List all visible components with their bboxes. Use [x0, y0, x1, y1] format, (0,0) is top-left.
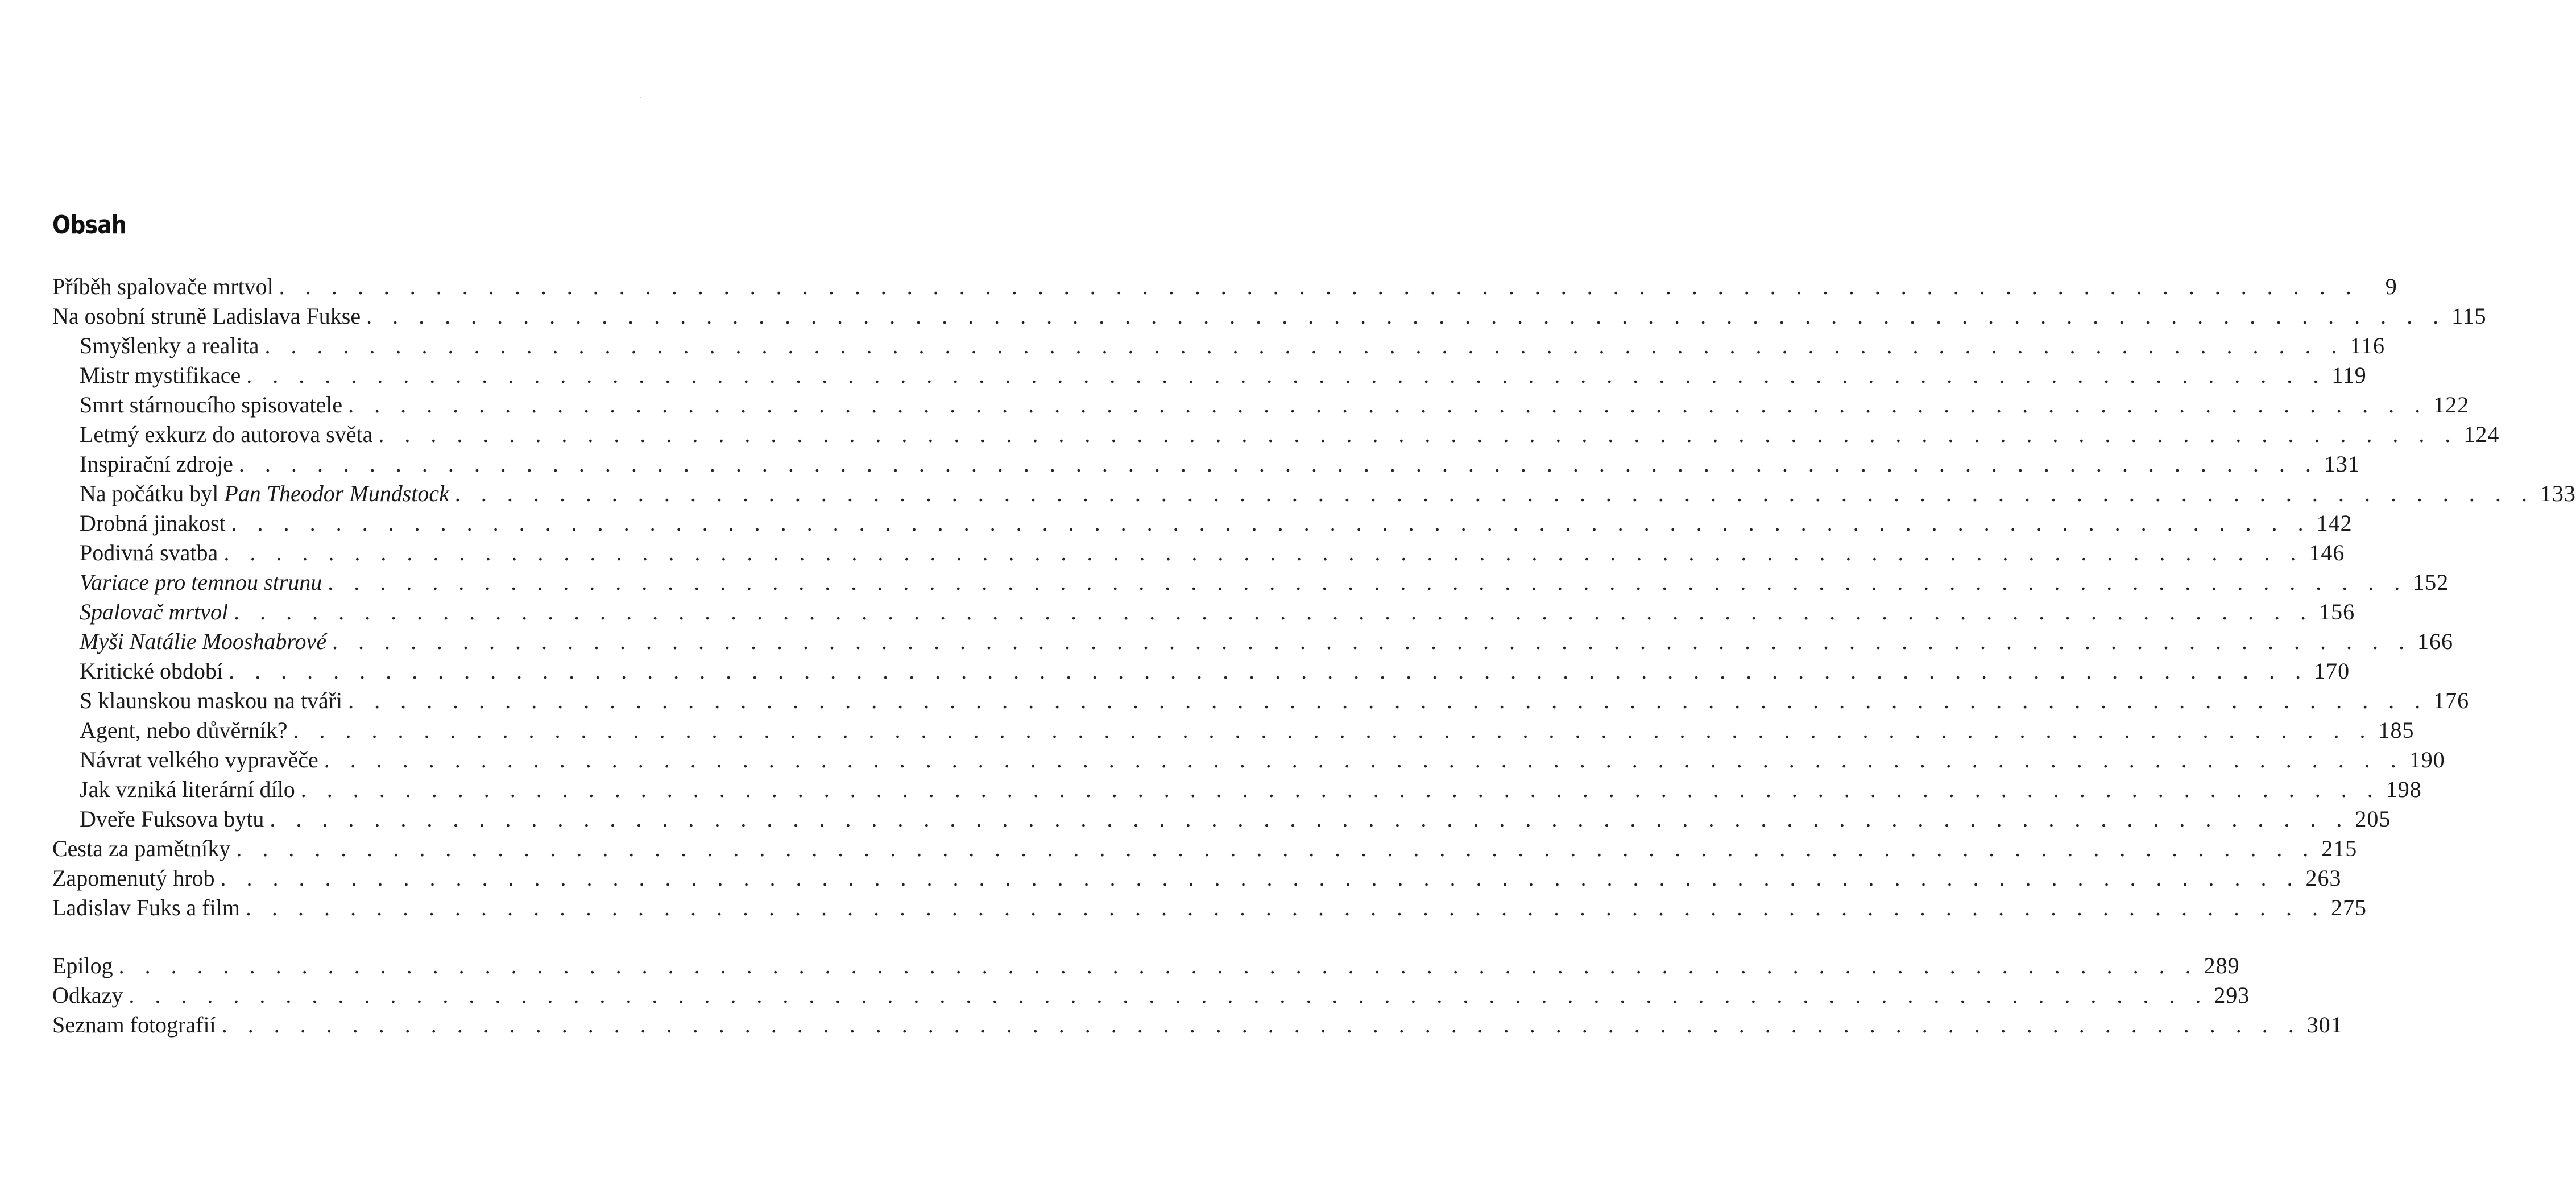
dot-leader: . . . . . . . . . . . . . . . . . . . . . . . . . . . . . . . . . . . . . . . . . . . . . . . . . . . . . . . . . . . . . . . . . . . . . . . . . . . . . . . . — [328, 569, 2408, 595]
toc-entry-title — [52, 951, 119, 981]
dot-leader: . . . . . . . . . . . . . . . . . . . . . . . . . . . . . . . . . . . . . . . . . . . . . . . . . . . . . . . . . . . . . . . . . . . . . . . . . . . . . . . . — [270, 806, 2350, 832]
toc-subentry — [52, 509, 2353, 538]
toc-entry — [52, 272, 2397, 301]
dot-leader: . . . . . . . . . . . . . . . . . . . . . . . . . . . . . . . . . . . . . . . . . . . . . . . . . . . . . . . . . . . . . . . . . . . . . . . . . . . . . . . . — [221, 1012, 2301, 1038]
toc-entry — [52, 981, 2250, 1010]
dot-leader: . . . . . . . . . . . . . . . . . . . . . . . . . . . . . . . . . . . . . . . . . . . . . . . . . . . . . . . . . . . . . . . . . . . . . . . . . . . . . . . . — [118, 953, 2198, 978]
dot-leader: . . . . . . . . . . . . . . . . . . . . . . . . . . . . . . . . . . . . . . . . . . . . . . . . . . . . . . . . . . . . . . . . . . . . . . . . . . . . . . . . — [324, 747, 2404, 772]
toc-page-number: 124 — [2463, 422, 2500, 447]
toc-page-number: 185 — [2378, 717, 2415, 743]
toc-entry-title — [80, 716, 293, 745]
toc-entry-title-text: Jak vzniká literární dílo — [80, 776, 295, 802]
toc-entry-title-text: Seznam fotografií — [52, 1012, 216, 1038]
dot-leader: . . . . . . . . . . . . . . . . . . . . . . . . . . . . . . . . . . . . . . . . . . . . . . . . . . . . . . . . . . . . . . . . . . . . . . . . . . . . . . . . — [300, 776, 2380, 802]
toc-page-number: 9 — [2385, 274, 2397, 299]
dot-leader: . . . . . . . . . . . . . . . . . . . . . . . . . . . . . . . . . . . . . . . . . . . . . . . . . . . . . . . . . . . . . . . . . . . . . . . . . . . . . . . . — [245, 895, 2325, 920]
toc-entry-title — [80, 656, 229, 686]
toc-entry — [52, 301, 2487, 331]
toc-entry-title — [80, 361, 246, 390]
toc-entry-title — [52, 893, 246, 923]
toc-entry-title — [80, 686, 348, 716]
dot-leader: . . . . . . . . . . . . . . . . . . . . . . . . . . . . . . . . . . . . . . . . . . . . . . . . . . . . . . . . . . . . . . . . . . . . . . . . . . . . . . . . — [129, 982, 2209, 1008]
toc-entry-title-text: Na počátku byl — [80, 481, 225, 506]
toc-page-number: 293 — [2214, 982, 2250, 1008]
dot-leader: . . . . . . . . . . . . . . . . . . . . . . . . . . . . . . . . . . . . . . . . . . . . . . . . . . . . . . . . . . . . . . . . . . . . . . . . . . . . . . . . — [236, 836, 2316, 861]
dot-leader: . . . . . . . . . . . . . . . . . . . . . . . . . . . . . . . . . . . . . . . . . . . . . . . . . . . . . . . . . . . . . . . . . . . . . . . . . . . . . . . . — [378, 422, 2458, 447]
toc-entry-title — [80, 804, 270, 834]
dot-leader: . . . . . . . . . . . . . . . . . . . . . . . . . . . . . . . . . . . . . . . . . . . . . . . . . . . . . . . . . . . . . . . . . . . . . . . . . . . . . . . . — [229, 658, 2309, 684]
toc-page-number: 142 — [2316, 510, 2353, 536]
toc-page-number: 146 — [2309, 540, 2345, 565]
toc-entry-title — [80, 390, 348, 420]
toc-subentry — [52, 538, 2345, 568]
dot-leader: . . . . . . . . . . . . . . . . . . . . . . . . . . . . . . . . . . . . . . . . . . . . . . . . . . . . . . . . . . . . . . . . . . . . . . . . . . . . . . . . — [231, 510, 2311, 536]
toc-entry-title-text: S klaunskou maskou na tváři — [80, 688, 343, 713]
toc-entry-title-text: Návrat velkého vypravěče — [80, 747, 318, 772]
toc-page-number: 119 — [2331, 362, 2367, 388]
toc-entry-title-italic: Variace pro temnou strunu — [80, 569, 322, 595]
dot-leader: . . . . . . . . . . . . . . . . . . . . . . . . . . . . . . . . . . . . . . . . . . . . . . . . . . . . . . . . . . . . . . . . . . . . . . . . . . . . . . . . — [279, 274, 2359, 299]
toc-subentry — [52, 420, 2500, 449]
toc-subentry — [52, 331, 2385, 361]
toc-entry-title-text: Letmý exkurz do autorova světa — [80, 422, 373, 447]
toc-entry-title — [52, 301, 366, 331]
toc-subentry — [52, 745, 2445, 775]
dot-leader: . . . . . . . . . . . . . . . . . . . . . . . . . . . . . . . . . . . . . . . . . . . . . . . . . . . . . . . . . . . . . . . . . . . . . . . . . . . . . . . . — [234, 599, 2314, 625]
toc-entry-title-text: Smyšlenky a realita — [80, 333, 259, 358]
toc-subentry — [52, 686, 2470, 716]
toc-entry-title-italic: Pan Theodor Mundstock — [224, 481, 449, 506]
table-of-contents — [52, 272, 2576, 1040]
toc-entry-title — [80, 420, 378, 449]
toc-entry-title — [52, 863, 221, 893]
toc-entry-title-text: Cesta za pamětníky — [52, 836, 231, 861]
toc-entry-title-italic: Spalovač mrtvol — [80, 599, 229, 625]
toc-page-number: 263 — [2305, 865, 2342, 891]
toc-heading: Obsah — [52, 210, 126, 239]
toc-entry-title-text: Dveře Fuksova bytu — [80, 806, 264, 832]
dot-leader: . . . . . . . . . . . . . . . . . . . . . . . . . . . . . . . . . . . . . . . . . . . . . . . . . . . . . . . . . . . . . . . . . . . . . . . . . . . . . . . . — [332, 629, 2412, 654]
toc-entry-title-text: Agent, nebo důvěrník? — [80, 717, 288, 743]
toc-entry-title-text: Smrt stárnoucího spisovatele — [80, 392, 343, 418]
toc-entry-title — [80, 449, 239, 479]
toc-page-number: 190 — [2409, 747, 2445, 772]
toc-entry-title — [80, 745, 324, 775]
dot-leader: . . . . . . . . . . . . . . . . . . . . . . . . . . . . . . . . . . . . . . . . . . . . . . . . . . . . . . . . . . . . . . . . . . . . . . . . . . . . . . . . — [220, 865, 2300, 891]
toc-entry-title-text: Příběh spalovače mrtvol — [52, 274, 274, 299]
toc-page-number: 152 — [2413, 569, 2449, 595]
toc-entry-title-text: Na osobní struně Ladislava Fukse — [52, 303, 361, 329]
dot-leader: . . . . . . . . . . . . . . . . . . . . . . . . . . . . . . . . . . . . . . . . . . . . . . . . . . . . . . . . . . . . . . . . . . . . . . . . . . . . . . . . — [264, 333, 2345, 358]
toc-entry-title — [80, 568, 328, 597]
dot-leader: . . . . . . . . . . . . . . . . . . . . . . . . . . . . . . . . . . . . . . . . . . . . . . . . . . . . . . . . . . . . . . . . . . . . . . . . . . . . . . . . — [348, 688, 2428, 713]
toc-entry-title — [80, 627, 332, 656]
toc-entry-title — [80, 538, 223, 568]
toc-entry-title-text: Podivná svatba — [80, 540, 218, 565]
paper-speck — [640, 97, 641, 98]
toc-subentry — [52, 449, 2360, 479]
toc-entry-title-text: Odkazy — [52, 982, 123, 1008]
toc-page-number: 176 — [2433, 688, 2470, 713]
toc-page-number: 198 — [2386, 776, 2422, 802]
toc-page-number: 301 — [2306, 1012, 2343, 1038]
toc-page-number: 122 — [2433, 392, 2470, 418]
toc-entry — [52, 1010, 2343, 1040]
dot-leader: . . . . . . . . . . . . . . . . . . . . . . . . . . . . . . . . . . . . . . . . . . . . . . . . . . . . . . . . . . . . . . . . . . . . . . . . . . . . . . . . — [366, 303, 2446, 329]
toc-page-number: 115 — [2451, 303, 2487, 329]
toc-page-number: 131 — [2324, 451, 2360, 477]
toc-entry-title-text: Inspirační zdroje — [80, 451, 233, 477]
toc-page-number: 275 — [2330, 895, 2367, 920]
toc-entry — [52, 951, 2240, 981]
toc-subentry — [52, 656, 2350, 686]
toc-entry-title-text: Zapomenutý hrob — [52, 865, 215, 891]
toc-subentry — [52, 804, 2391, 834]
toc-subentry — [52, 390, 2470, 420]
dot-leader: . . . . . . . . . . . . . . . . . . . . . . . . . . . . . . . . . . . . . . . . . . . . . . . . . . . . . . . . . . . . . . . . . . . . . . . . . . . . . . . . — [454, 481, 2534, 506]
toc-subentry — [52, 597, 2355, 627]
toc-entry-title — [80, 597, 234, 627]
toc-subentry — [52, 627, 2454, 656]
toc-entry-title-italic: Myši Natálie Mooshabrové — [80, 629, 327, 654]
toc-subentry — [52, 479, 2576, 509]
dot-leader: . . . . . . . . . . . . . . . . . . . . . . . . . . . . . . . . . . . . . . . . . . . . . . . . . . . . . . . . . . . . . . . . . . . . . . . . . . . . . . . . — [238, 451, 2318, 477]
toc-subentry — [52, 361, 2367, 390]
toc-entry — [52, 834, 2358, 863]
toc-entry-title-text: Mistr mystifikace — [80, 362, 241, 388]
toc-entry-title-text: Kritické období — [80, 658, 223, 684]
toc-page-number: 166 — [2417, 629, 2454, 654]
toc-subentry — [52, 716, 2415, 745]
toc-page-number: 133 — [2540, 481, 2576, 506]
toc-page-number: 205 — [2355, 806, 2391, 832]
toc-entry-title-text: Drobná jinakost — [80, 510, 226, 536]
dot-leader: . . . . . . . . . . . . . . . . . . . . . . . . . . . . . . . . . . . . . . . . . . . . . . . . . . . . . . . . . . . . . . . . . . . . . . . . . . . . . . . . — [293, 717, 2373, 743]
toc-subentry — [52, 568, 2449, 597]
toc-subentry — [52, 775, 2422, 804]
dot-leader: . . . . . . . . . . . . . . . . . . . . . . . . . . . . . . . . . . . . . . . . . . . . . . . . . . . . . . . . . . . . . . . . . . . . . . . . . . . . . . . . — [348, 392, 2428, 418]
toc-entry-title-text: Epilog — [52, 953, 113, 978]
toc-entry-title — [52, 834, 236, 863]
dot-leader: . . . . . . . . . . . . . . . . . . . . . . . . . . . . . . . . . . . . . . . . . . . . . . . . . . . . . . . . . . . . . . . . . . . . . . . . . . . . . . . . — [223, 540, 2304, 565]
toc-entry-title — [80, 331, 264, 361]
dot-leader: . . . . . . . . . . . . . . . . . . . . . . . . . . . . . . . . . . . . . . . . . . . . . . . . . . . . . . . . . . . . . . . . . . . . . . . . . . . . . . . . — [246, 362, 2326, 388]
toc-page-number: 116 — [2350, 333, 2385, 358]
toc-page-number: 215 — [2321, 836, 2358, 861]
toc-entry-title — [80, 775, 301, 804]
toc-entry-title — [52, 1010, 222, 1040]
toc-entry-title-text: Ladislav Fuks a film — [52, 895, 240, 920]
toc-page-number: 156 — [2319, 599, 2355, 625]
toc-entry — [52, 893, 2367, 923]
toc-entry-title — [52, 272, 279, 301]
toc-page-number: 170 — [2314, 658, 2350, 684]
toc-entry-title — [80, 509, 231, 538]
toc-entry-title — [80, 479, 455, 509]
toc-page-number: 289 — [2204, 953, 2240, 978]
toc-entry — [52, 863, 2342, 893]
toc-entry-title — [52, 981, 129, 1010]
